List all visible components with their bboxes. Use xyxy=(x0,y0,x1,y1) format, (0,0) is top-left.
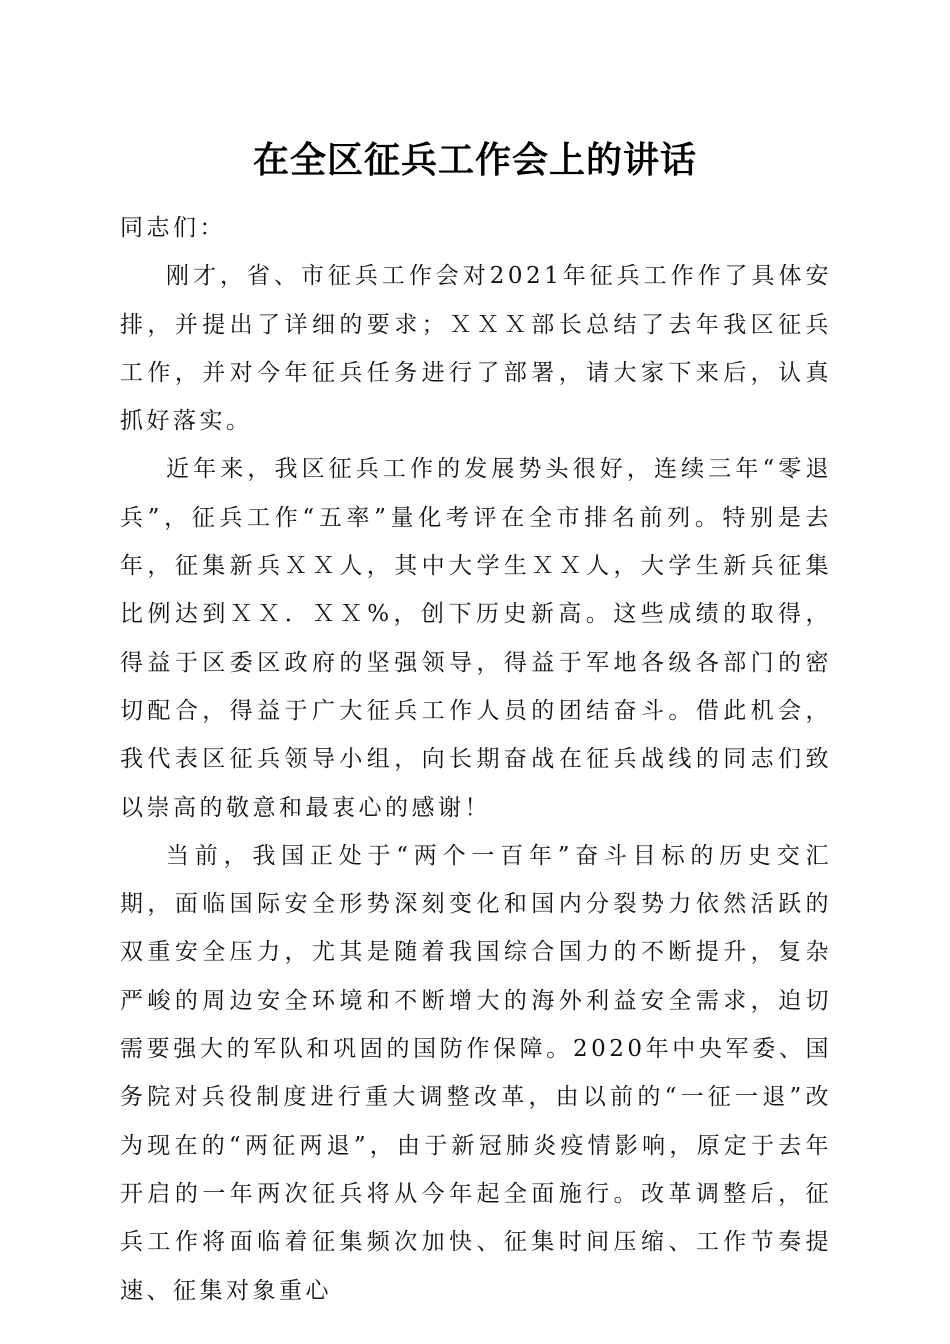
document-body xyxy=(120,204,832,1315)
paragraph-1: 刚才，省、市征兵工作会对2021年征兵工作作了具体安排，并提出了详细的要求；ＸＸＸ部长总结了去年我区征兵工作，并对今年征兵任务进行了部署，请大家下来后，认真抓好落实。 xyxy=(120,263,832,435)
salutation: 同志们： xyxy=(120,215,226,241)
document-title: 在全区征兵工作会上的讲话 xyxy=(252,139,697,181)
paragraph-2: 近年来，我区征兵工作的发展势头很好，连续三年“零退兵”，征兵工作“五率”量化考评在全市排名前列。特别是去年，征集新兵ＸＸ人，其中大学生ＸＸ人，大学生新兵征集比例达到ＸＸ．ＸＸ%，创下历史新高。这些成绩的取得，得益于区委区政府的坚强领导，得益于军地各级各部门的密切配合，得益于广大征兵工作人员的团结奋斗。借此机会，我代表区征兵领导小组，向长期奋战在征兵战线的同志们致以崇高的敬意和最衷心的感谢！ xyxy=(120,456,832,821)
paragraph-3: 当前，我国正处于“两个一百年”奋斗目标的历史交汇期，面临国际安全形势深刻变化和国内分裂势力依然活跃的双重安全压力，尤其是随着我国综合国力的不断提升，复杂严峻的周边安全环境和不断增大的海外利益安全需求，迫切需要强大的军队和巩固的国防作保障。2020年中央军委、国务院对兵役制度进行重大调整改革，由以前的“一征一退”改为现在的“两征两退”，由于新冠肺炎疫情影响，原定于去年开启的一年两次征兵将从今年起全面施行。改革调整后，征兵工作将面临着征集频次加快、征集时间压缩、工作节奏提速、征集对象重心 xyxy=(120,842,832,1304)
